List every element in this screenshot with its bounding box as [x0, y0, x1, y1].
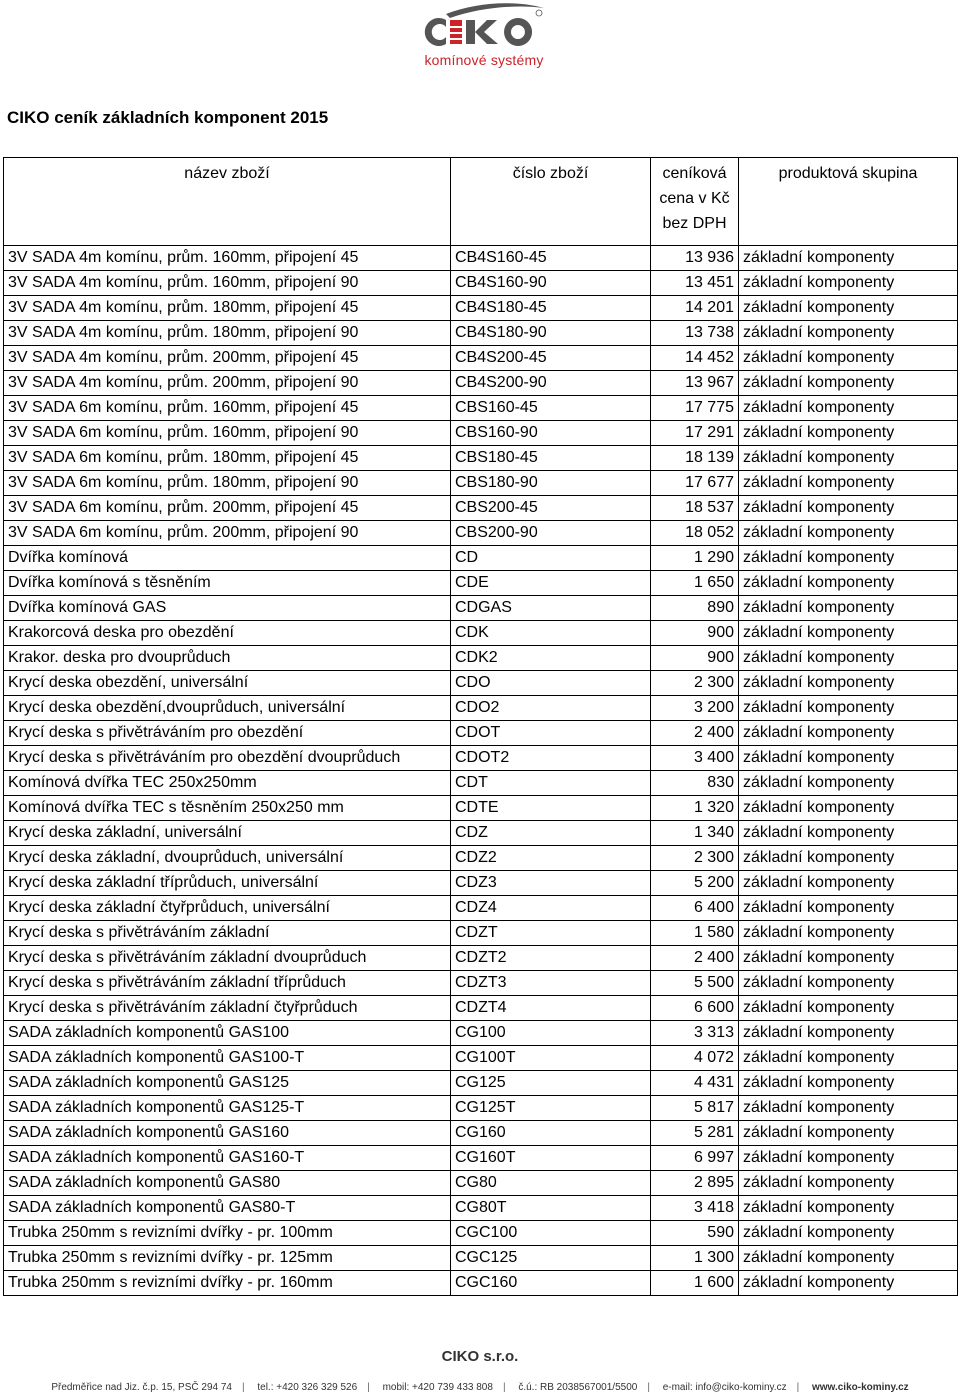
table-row [4, 896, 958, 921]
column-header-name: název zboží [4, 158, 451, 246]
cell-price: 5 281 [651, 1121, 739, 1146]
table-row [4, 596, 958, 621]
table-row [4, 546, 958, 571]
table-row [4, 621, 958, 646]
cell-code: CBS160-45 [451, 396, 651, 421]
cell-group: základní komponenty [739, 871, 958, 896]
cell-name: SADA základních komponentů GAS160 [4, 1121, 451, 1146]
cell-price: 6 997 [651, 1146, 739, 1171]
table-row [4, 1021, 958, 1046]
ciko-logo-icon [416, 0, 552, 52]
cell-code: CDK2 [451, 646, 651, 671]
column-header-group: produktová skupina [739, 158, 958, 246]
cell-name: Trubka 250mm s revizními dvířky - pr. 100mm [4, 1221, 451, 1246]
table-row [4, 1071, 958, 1096]
footer-contact-line: Předměřice nad Jiz. č.p. 15, PSČ 294 74 | tel.: +420 326 329 526 | mobil: +420 739 433 808 | č.ú.: RB 2038567001/5500 | e-mail: info@ciko-kominy.cz | www.ciko-kominy.cz [0, 1382, 960, 1393]
table-row [4, 271, 958, 296]
cell-price: 14 452 [651, 346, 739, 371]
cell-name: Krakorcová deska pro obezdění [4, 621, 451, 646]
table-row [4, 321, 958, 346]
cell-price: 2 895 [651, 1171, 739, 1196]
table-row [4, 721, 958, 746]
table-row [4, 871, 958, 896]
cell-code: CG160 [451, 1121, 651, 1146]
cell-name: 3V SADA 4m komínu, prům. 200mm, připojení 90 [4, 371, 451, 396]
cell-code: CDOT2 [451, 746, 651, 771]
cell-group: základní komponenty [739, 1021, 958, 1046]
cell-code: CG160T [451, 1146, 651, 1171]
cell-name: SADA základních komponentů GAS100-T [4, 1046, 451, 1071]
cell-price: 17 775 [651, 396, 739, 421]
cell-name: Krycí deska s přivětráváním pro obezdění dvouprůduch [4, 746, 451, 771]
cell-price: 18 537 [651, 496, 739, 521]
cell-code: CD [451, 546, 651, 571]
cell-price: 2 400 [651, 946, 739, 971]
cell-name: 3V SADA 4m komínu, prům. 160mm, připojení 90 [4, 271, 451, 296]
footer-tel: tel.: +420 326 329 526 [257, 1382, 358, 1393]
cell-price: 1 300 [651, 1246, 739, 1271]
cell-price: 2 300 [651, 846, 739, 871]
cell-group: základní komponenty [739, 546, 958, 571]
cell-code: CDK [451, 621, 651, 646]
cell-code: CDZT2 [451, 946, 651, 971]
table-row [4, 371, 958, 396]
cell-name: Dvířka komínová s těsněním [4, 571, 451, 596]
cell-group: základní komponenty [739, 796, 958, 821]
table-row [4, 1146, 958, 1171]
cell-group: základní komponenty [739, 946, 958, 971]
cell-code: CDOT [451, 721, 651, 746]
footer-company: CIKO s.r.o. [441, 1348, 519, 1365]
cell-price: 900 [651, 646, 739, 671]
cell-code: CG125 [451, 1071, 651, 1096]
cell-code: CGC125 [451, 1246, 651, 1271]
cell-price: 17 291 [651, 421, 739, 446]
cell-code: CG100 [451, 1021, 651, 1046]
cell-group: základní komponenty [739, 296, 958, 321]
cell-group: základní komponenty [739, 271, 958, 296]
column-header-code: číslo zboží [451, 158, 651, 246]
cell-group: základní komponenty [739, 921, 958, 946]
cell-price: 13 451 [651, 271, 739, 296]
cell-code: CBS200-45 [451, 496, 651, 521]
cell-name: SADA základních komponentů GAS125-T [4, 1096, 451, 1121]
cell-name: Krycí deska s přivětráváním základní tříprůduch [4, 971, 451, 996]
cell-name: SADA základních komponentů GAS100 [4, 1021, 451, 1046]
cell-price: 13 738 [651, 321, 739, 346]
cell-name: Dvířka komínová GAS [4, 596, 451, 621]
cell-name: Krycí deska s přivětráváním základní [4, 921, 451, 946]
cell-price: 900 [651, 621, 739, 646]
cell-code: CG80T [451, 1196, 651, 1221]
cell-group: základní komponenty [739, 1221, 958, 1246]
cell-price: 4 431 [651, 1071, 739, 1096]
cell-name: SADA základních komponentů GAS80 [4, 1171, 451, 1196]
cell-code: CDO [451, 671, 651, 696]
table-row [4, 571, 958, 596]
table-row [4, 971, 958, 996]
cell-name: 3V SADA 4m komínu, prům. 180mm, připojení 90 [4, 321, 451, 346]
cell-name: 3V SADA 4m komínu, prům. 200mm, připojení 45 [4, 346, 451, 371]
cell-name: Krakor. deska pro dvouprůduch [4, 646, 451, 671]
column-header-price: ceníková cena v Kč bez DPH [651, 158, 739, 246]
cell-price: 18 139 [651, 446, 739, 471]
cell-code: CDO2 [451, 696, 651, 721]
cell-name: Krycí deska s přivětráváním pro obezdění [4, 721, 451, 746]
table-row [4, 1246, 958, 1271]
table-row [4, 1046, 958, 1071]
ciko-logo [416, 0, 552, 76]
cell-price: 2 300 [651, 671, 739, 696]
cell-group: základní komponenty [739, 1096, 958, 1121]
footer-mobil: mobil: +420 739 433 808 [382, 1382, 493, 1393]
cell-group: základní komponenty [739, 471, 958, 496]
footer-account: č.ú.: RB 2038567001/5500 [518, 1382, 638, 1393]
cell-price: 14 201 [651, 296, 739, 321]
cell-name: Krycí deska základní, dvouprůduch, universální [4, 846, 451, 871]
cell-group: základní komponenty [739, 646, 958, 671]
cell-price: 5 500 [651, 971, 739, 996]
cell-code: CB4S160-45 [451, 246, 651, 271]
cell-code: CG80 [451, 1171, 651, 1196]
cell-group: základní komponenty [739, 1271, 958, 1296]
table-row [4, 446, 958, 471]
cell-price: 3 400 [651, 746, 739, 771]
cell-price: 3 200 [651, 696, 739, 721]
cell-price: 5 200 [651, 871, 739, 896]
cell-price: 830 [651, 771, 739, 796]
cell-name: 3V SADA 6m komínu, prům. 160mm, připojení 45 [4, 396, 451, 421]
table-row [4, 1271, 958, 1296]
cell-group: základní komponenty [739, 621, 958, 646]
table-row [4, 496, 958, 521]
cell-group: základní komponenty [739, 321, 958, 346]
table-row [4, 246, 958, 271]
table-header-row [4, 158, 958, 246]
cell-group: základní komponenty [739, 346, 958, 371]
cell-group: základní komponenty [739, 246, 958, 271]
cell-price: 2 400 [651, 721, 739, 746]
footer-address: Předměřice nad Jiz. č.p. 15, PSČ 294 74 [51, 1382, 232, 1393]
cell-name: SADA základních komponentů GAS160-T [4, 1146, 451, 1171]
cell-name: 3V SADA 6m komínu, prům. 160mm, připojení 90 [4, 421, 451, 446]
cell-name: Trubka 250mm s revizními dvířky - pr. 160mm [4, 1271, 451, 1296]
cell-price: 3 313 [651, 1021, 739, 1046]
cell-group: základní komponenty [739, 671, 958, 696]
cell-name: SADA základních komponentů GAS125 [4, 1071, 451, 1096]
cell-name: 3V SADA 6m komínu, prům. 200mm, připojení 90 [4, 521, 451, 546]
cell-price: 13 967 [651, 371, 739, 396]
cell-group: základní komponenty [739, 1071, 958, 1096]
cell-name: Krycí deska základní, universální [4, 821, 451, 846]
cell-name: 3V SADA 6m komínu, prům. 180mm, připojení 45 [4, 446, 451, 471]
cell-code: CDZ3 [451, 871, 651, 896]
cell-code: CDE [451, 571, 651, 596]
cell-name: Krycí deska obezdění,dvouprůduch, universální [4, 696, 451, 721]
cell-name: SADA základních komponentů GAS80-T [4, 1196, 451, 1221]
table-row [4, 521, 958, 546]
cell-name: Krycí deska základní čtyřprůduch, universální [4, 896, 451, 921]
cell-group: základní komponenty [739, 996, 958, 1021]
cell-name: Krycí deska s přivětráváním základní čtyřprůduch [4, 996, 451, 1021]
cell-group: základní komponenty [739, 821, 958, 846]
table-row [4, 821, 958, 846]
cell-price: 590 [651, 1221, 739, 1246]
table-row [4, 346, 958, 371]
table-row [4, 421, 958, 446]
cell-code: CB4S200-45 [451, 346, 651, 371]
logo-tagline: komínové systémy [424, 52, 544, 68]
price-table [3, 157, 958, 1296]
table-row [4, 921, 958, 946]
cell-group: základní komponenty [739, 571, 958, 596]
cell-group: základní komponenty [739, 371, 958, 396]
table-row [4, 1121, 958, 1146]
table-row [4, 996, 958, 1021]
cell-group: základní komponenty [739, 496, 958, 521]
cell-code: CGC160 [451, 1271, 651, 1296]
cell-code: CBS180-90 [451, 471, 651, 496]
cell-price: 3 418 [651, 1196, 739, 1221]
cell-group: základní komponenty [739, 1246, 958, 1271]
table-row [4, 696, 958, 721]
cell-name: Trubka 250mm s revizními dvířky - pr. 125mm [4, 1246, 451, 1271]
table-row [4, 771, 958, 796]
table-row [4, 1096, 958, 1121]
cell-name: Krycí deska obezdění, universální [4, 671, 451, 696]
table-row [4, 471, 958, 496]
cell-group: základní komponenty [739, 1196, 958, 1221]
cell-price: 4 072 [651, 1046, 739, 1071]
cell-name: 3V SADA 4m komínu, prům. 160mm, připojení 45 [4, 246, 451, 271]
cell-price: 1 600 [651, 1271, 739, 1296]
cell-code: CDZ2 [451, 846, 651, 871]
cell-price: 6 400 [651, 896, 739, 921]
table-row [4, 671, 958, 696]
cell-group: základní komponenty [739, 846, 958, 871]
cell-code: CBS200-90 [451, 521, 651, 546]
table-row [4, 946, 958, 971]
cell-price: 1 320 [651, 796, 739, 821]
cell-code: CG100T [451, 1046, 651, 1071]
cell-name: 3V SADA 6m komínu, prům. 200mm, připojení 45 [4, 496, 451, 521]
cell-code: CDZT [451, 921, 651, 946]
cell-code: CBS180-45 [451, 446, 651, 471]
cell-code: CDGAS [451, 596, 651, 621]
cell-name: Komínová dvířka TEC 250x250mm [4, 771, 451, 796]
cell-group: základní komponenty [739, 896, 958, 921]
cell-name: 3V SADA 6m komínu, prům. 180mm, připojení 90 [4, 471, 451, 496]
cell-group: základní komponenty [739, 721, 958, 746]
cell-price: 1 580 [651, 921, 739, 946]
table-row [4, 1196, 958, 1221]
table-row [4, 296, 958, 321]
cell-code: CDTE [451, 796, 651, 821]
table-row [4, 746, 958, 771]
cell-name: Dvířka komínová [4, 546, 451, 571]
table-row [4, 846, 958, 871]
cell-price: 17 677 [651, 471, 739, 496]
cell-group: základní komponenty [739, 1121, 958, 1146]
cell-name: Komínová dvířka TEC s těsněním 250x250 mm [4, 796, 451, 821]
cell-group: základní komponenty [739, 421, 958, 446]
cell-group: základní komponenty [739, 1146, 958, 1171]
footer-email-link[interactable]: e-mail: info@ciko-kominy.cz [662, 1382, 787, 1393]
cell-group: základní komponenty [739, 446, 958, 471]
cell-code: CDZ4 [451, 896, 651, 921]
cell-name: 3V SADA 4m komínu, prům. 180mm, připojení 45 [4, 296, 451, 321]
cell-name: Krycí deska základní tříprůduch, universální [4, 871, 451, 896]
cell-code: CB4S180-90 [451, 321, 651, 346]
table-row [4, 396, 958, 421]
cell-group: základní komponenty [739, 771, 958, 796]
footer-web-link[interactable]: www.ciko-kominy.cz [811, 1382, 909, 1393]
cell-name: Krycí deska s přivětráváním základní dvouprůduch [4, 946, 451, 971]
cell-code: CDZT3 [451, 971, 651, 996]
cell-price: 5 817 [651, 1096, 739, 1121]
document-title: CIKO ceník základních komponent 2015 [7, 108, 329, 127]
table-row [4, 646, 958, 671]
table-row [4, 1171, 958, 1196]
cell-code: CGC100 [451, 1221, 651, 1246]
cell-group: základní komponenty [739, 396, 958, 421]
price-table-body [4, 246, 958, 1296]
cell-code: CDT [451, 771, 651, 796]
cell-code: CB4S180-45 [451, 296, 651, 321]
cell-group: základní komponenty [739, 971, 958, 996]
cell-code: CBS160-90 [451, 421, 651, 446]
cell-group: základní komponenty [739, 746, 958, 771]
cell-group: základní komponenty [739, 696, 958, 721]
cell-price: 18 052 [651, 521, 739, 546]
cell-price: 890 [651, 596, 739, 621]
cell-code: CG125T [451, 1096, 651, 1121]
cell-price: 1 650 [651, 571, 739, 596]
cell-group: základní komponenty [739, 596, 958, 621]
cell-group: základní komponenty [739, 521, 958, 546]
cell-code: CB4S200-90 [451, 371, 651, 396]
cell-code: CDZ [451, 821, 651, 846]
cell-group: základní komponenty [739, 1171, 958, 1196]
table-row [4, 796, 958, 821]
cell-code: CB4S160-90 [451, 271, 651, 296]
cell-code: CDZT4 [451, 996, 651, 1021]
cell-price: 13 936 [651, 246, 739, 271]
cell-price: 1 290 [651, 546, 739, 571]
table-row [4, 1221, 958, 1246]
cell-group: základní komponenty [739, 1046, 958, 1071]
cell-price: 6 600 [651, 996, 739, 1021]
cell-price: 1 340 [651, 821, 739, 846]
